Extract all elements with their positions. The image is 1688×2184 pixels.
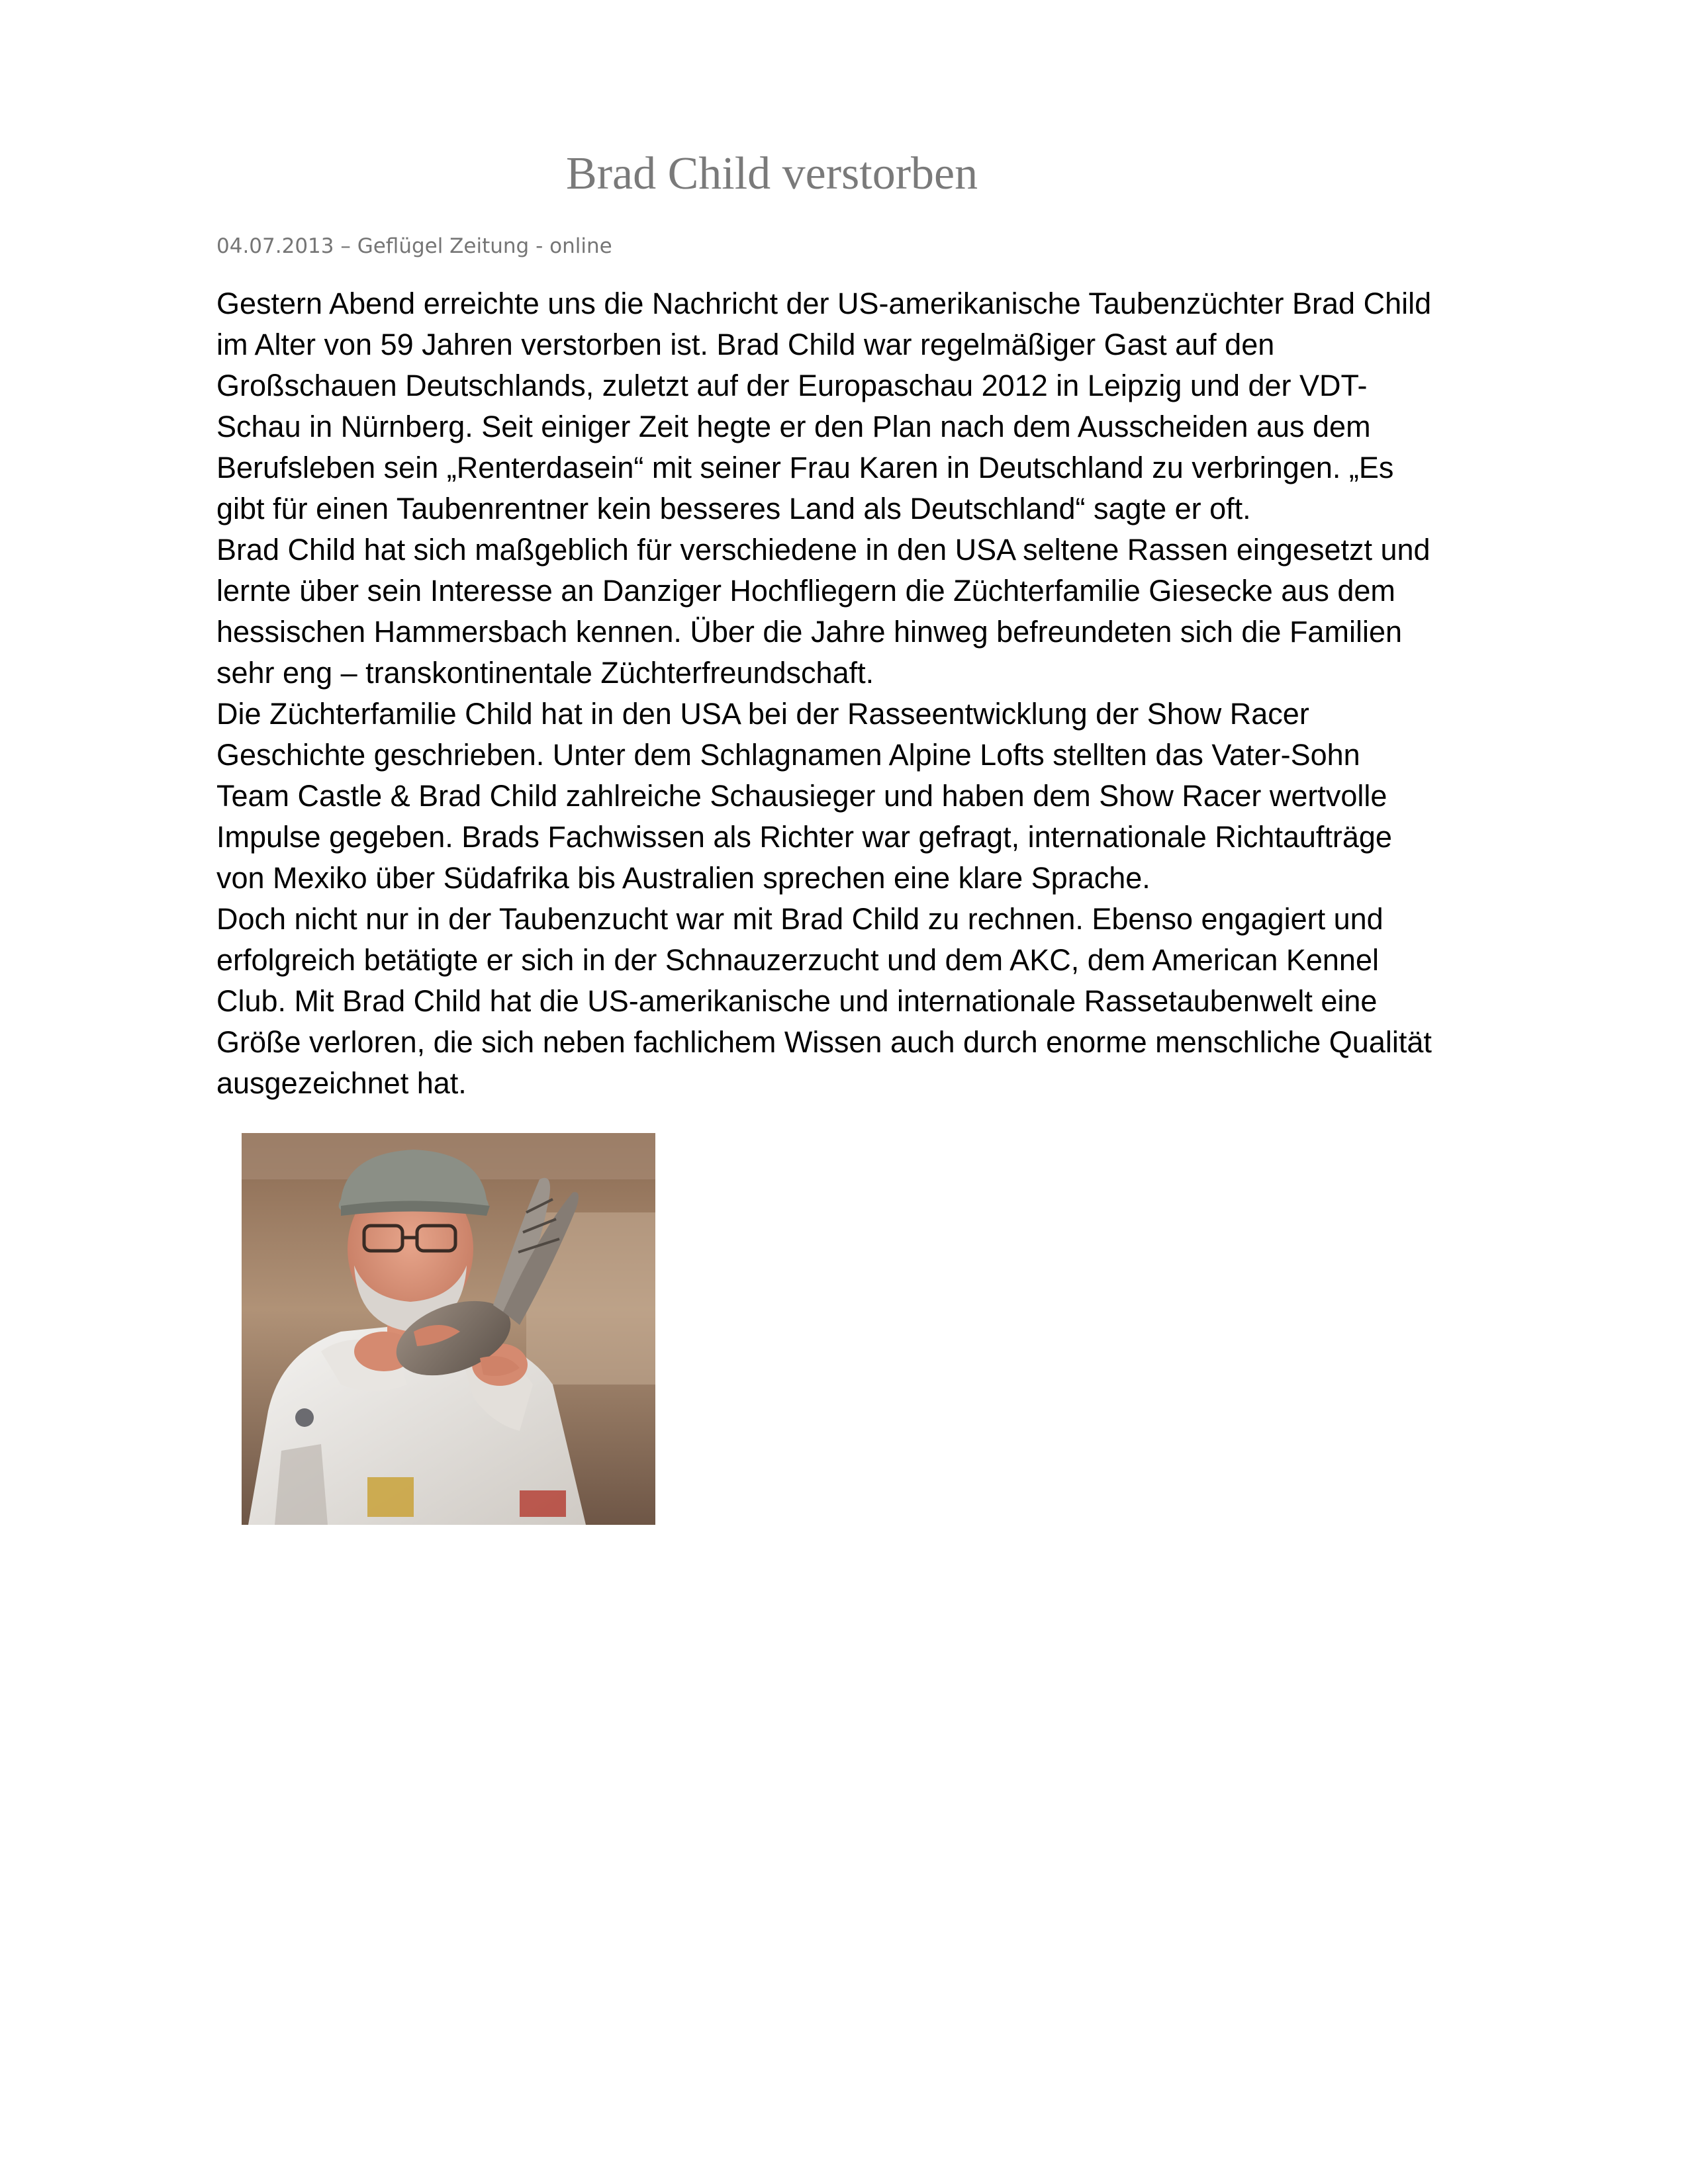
article-body [216, 283, 1487, 1104]
article-paragraph-1: Gestern Abend erreichte uns die Nachricht der US-amerikanische Taubenzüchter Brad Child im Alter von 59 Jahren verstorben ist. Brad Child war regelmäßiger Gast auf den Großschauen Deutschlands, zuletzt auf der Europaschau 2012 in Leipzig und der VDT- Schau in Nürnberg. Seit einiger Zeit hegte er den Plan nach dem Ausscheiden aus dem Berufsleben sein „Renterdasein“ mit seiner Frau Karen in Deutschland zu verbringen. „Es gibt für einen Taubenrentner kein besseres Land als Deutschland“ sagte er oft. [216, 287, 1432, 525]
article-paragraph-4: Doch nicht nur in der Taubenzucht war mit Brad Child zu rechnen. Ebenso engagiert und erfolgreich betätigte er sich in der Schnauzerzucht und dem AKC, dem American Kennel Club. Mit Brad Child hat die US-amerikanische und internationale Rassetaubenwelt eine Größe verloren, die sich neben fachlichem Wissen auch durch enorme menschliche Qualität ausgezeichnet hat. [216, 902, 1432, 1100]
portrait-photo-illustration [242, 1133, 655, 1525]
article-paragraph-3: Die Züchterfamilie Child hat in den USA bei der Rasseentwicklung der Show Racer Geschichte geschrieben. Unter dem Schlagnamen Alpine Lofts stellten das Vater-Sohn Team Castle & Brad Child zahlreiche Schausieger und haben dem Show Racer wertvolle Impulse gegeben. Brads Fachwissen als Richter war gefragt, internationale Richtaufträge von Mexiko über Südafrika bis Australien sprechen eine klare Sprache. [216, 697, 1392, 895]
article-paragraph-2: Brad Child hat sich maßgeblich für verschiedene in den USA seltene Rassen eingesetzt und lernte über sein Interesse an Danziger Hochfliegern die Züchterfamilie Giesecke aus dem hessischen Hammersbach kennen. Über die Jahre hinweg befreundeten sich die Familien sehr eng – transkontinentale Züchterfreundschaft. [216, 533, 1430, 690]
article-date-source: 04.07.2013 – Geflügel Zeitung - online [216, 234, 612, 258]
article-title: Brad Child verstorben [566, 148, 978, 199]
portrait-photo [242, 1133, 655, 1525]
